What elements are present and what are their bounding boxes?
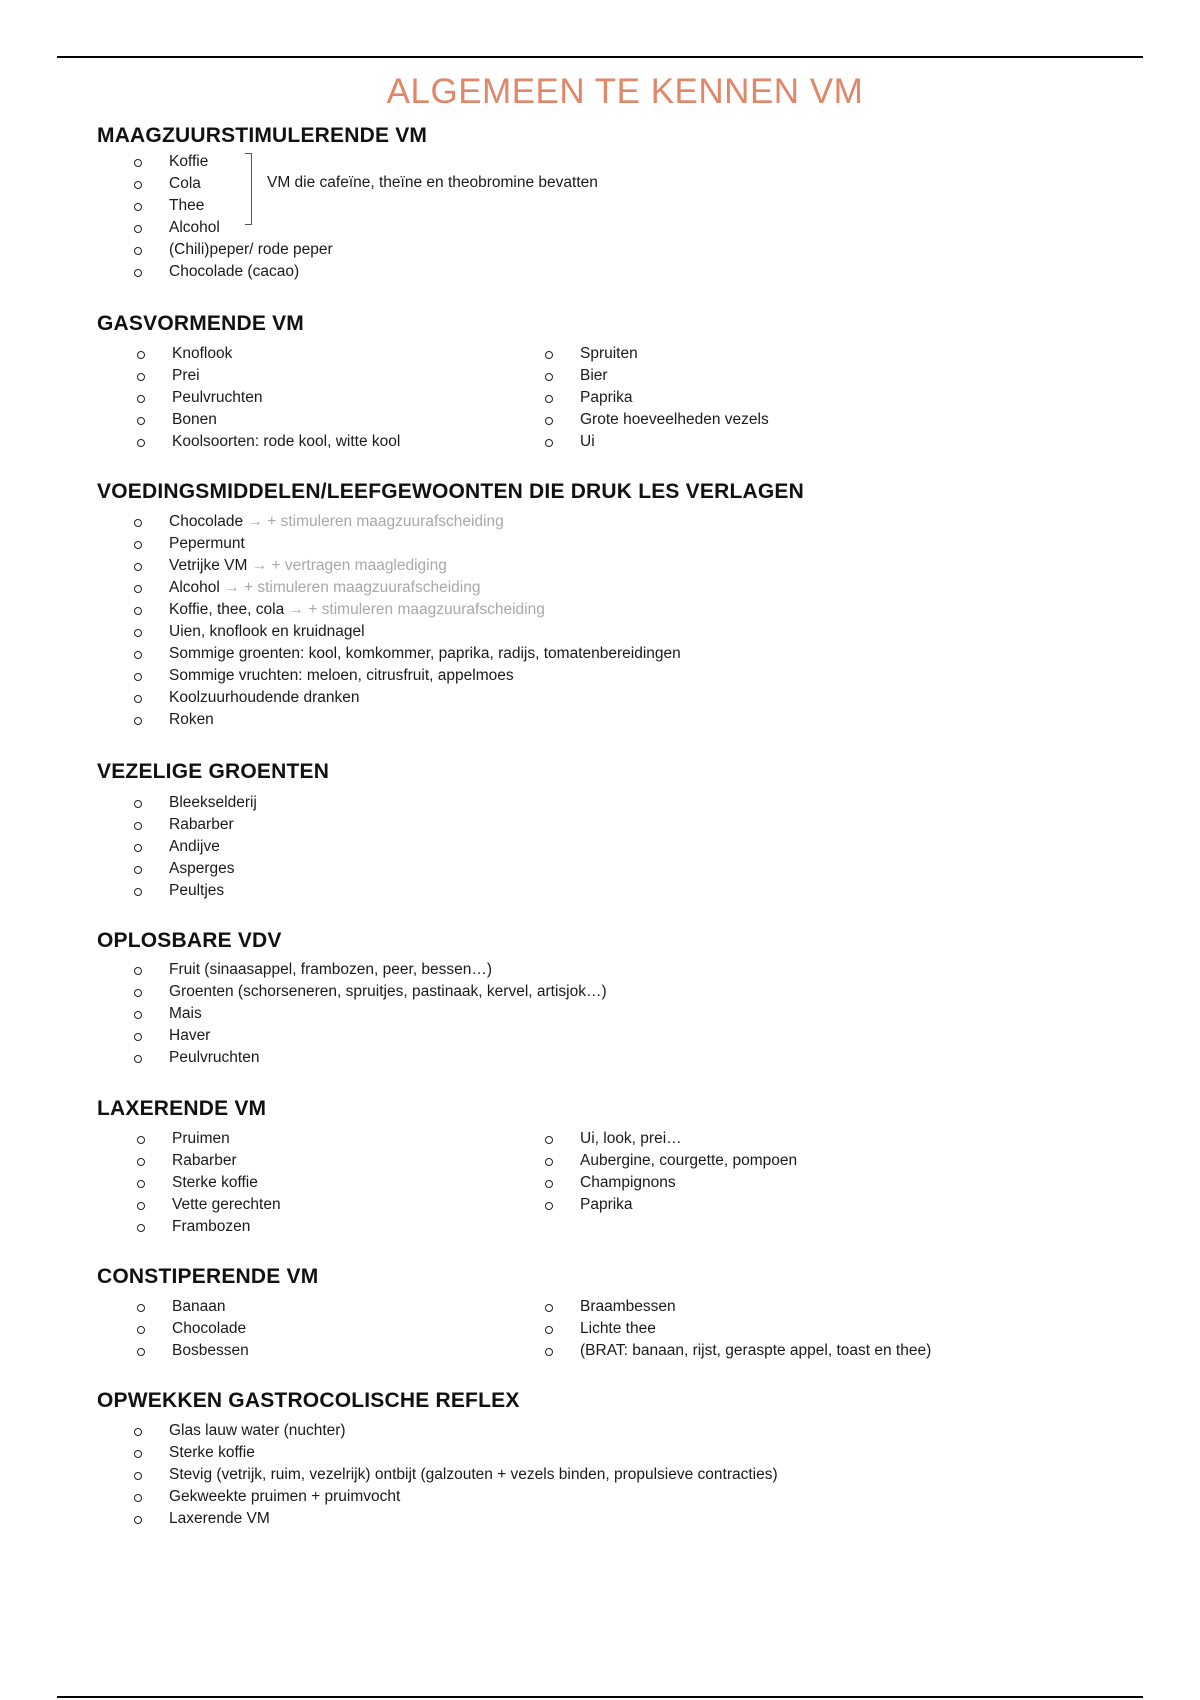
- bullet-icon: [545, 395, 553, 403]
- bullet-icon: [545, 1158, 553, 1166]
- bullet-icon: [134, 1033, 142, 1041]
- heading-constiperende-vm: CONSTIPERENDE VM: [97, 1265, 319, 1288]
- bullet-icon: [545, 351, 553, 359]
- bullet-icon: [545, 1326, 553, 1334]
- bullet-icon: [137, 439, 145, 447]
- top-rule: [57, 56, 1143, 58]
- bracket-icon: [245, 153, 252, 225]
- heading-druk-les: VOEDINGSMIDDELEN/LEEFGEWOONTEN DIE DRUK LES VERLAGEN: [97, 480, 804, 503]
- bullet-icon: [545, 1136, 553, 1144]
- bullet-icon: [137, 1136, 145, 1144]
- bullet-icon: [134, 866, 142, 874]
- bullet-icon: [134, 159, 142, 167]
- bullet-icon: [134, 800, 142, 808]
- bullet-icon: [134, 519, 142, 527]
- bullet-icon: [134, 181, 142, 189]
- heading-maagzuurstimulerend: MAAGZUURSTIMULERENDE VM: [97, 124, 428, 147]
- bullet-icon: [134, 1494, 142, 1502]
- bullet-icon: [134, 844, 142, 852]
- heading-gastrocolische-reflex: OPWEKKEN GASTROCOLISCHE REFLEX: [97, 1389, 520, 1412]
- heading-vezelige-groenten: VEZELIGE GROENTEN: [97, 760, 330, 783]
- bullet-icon: [134, 203, 142, 211]
- bullet-icon: [545, 439, 553, 447]
- bullet-icon: [545, 417, 553, 425]
- bullet-icon: [134, 607, 142, 615]
- bullet-icon: [134, 541, 142, 549]
- bullet-icon: [134, 269, 142, 277]
- arrow-right-icon: →: [251, 557, 268, 574]
- bullet-icon: [137, 1158, 145, 1166]
- bullet-icon: [134, 1472, 142, 1480]
- bullet-icon: [134, 822, 142, 830]
- page-title: ALGEMEEN TE KENNEN VM: [386, 72, 864, 111]
- bracket-note: VM die cafeïne, theïne en theobromine bevatten: [267, 174, 598, 191]
- heading-oplosbare-vdv: OPLOSBARE VDV: [97, 929, 282, 952]
- arrow-right-icon: →: [224, 579, 240, 596]
- bullet-icon: [137, 1304, 145, 1312]
- bullet-icon: [137, 395, 145, 403]
- bullet-icon: [137, 1224, 145, 1232]
- bullet-icon: [545, 1304, 553, 1312]
- bullet-icon: [137, 1348, 145, 1356]
- bullet-icon: [137, 1180, 145, 1188]
- bullet-icon: [137, 373, 145, 381]
- bullet-icon: [134, 225, 142, 233]
- bullet-icon: [134, 651, 142, 659]
- bullet-icon: [545, 1180, 553, 1188]
- bullet-icon: [137, 1202, 145, 1210]
- bullet-icon: [134, 717, 142, 725]
- bullet-icon: [137, 1326, 145, 1334]
- bullet-icon: [134, 989, 142, 997]
- bullet-icon: [134, 1055, 142, 1063]
- bullet-icon: [134, 673, 142, 681]
- bullet-icon: [137, 417, 145, 425]
- heading-laxerende-vm: LAXERENDE VM: [97, 1097, 267, 1120]
- bullet-icon: [134, 1011, 142, 1019]
- bullet-icon: [134, 563, 142, 571]
- bullet-icon: [134, 1450, 142, 1458]
- bottom-rule: [57, 1696, 1143, 1698]
- bullet-icon: [134, 1516, 142, 1524]
- arrow-right-icon: →: [288, 601, 304, 618]
- bullet-icon: [134, 1428, 142, 1436]
- bullet-icon: [134, 888, 142, 896]
- bullet-icon: [545, 373, 553, 381]
- heading-gasvormend: GASVORMENDE VM: [97, 312, 304, 335]
- bullet-icon: [545, 1348, 553, 1356]
- bullet-icon: [545, 1202, 553, 1210]
- bullet-icon: [134, 695, 142, 703]
- bullet-icon: [134, 629, 142, 637]
- bullet-icon: [134, 585, 142, 593]
- bullet-icon: [134, 247, 142, 255]
- bullet-icon: [134, 967, 142, 975]
- arrow-right-icon: →: [247, 513, 263, 530]
- bullet-icon: [137, 351, 145, 359]
